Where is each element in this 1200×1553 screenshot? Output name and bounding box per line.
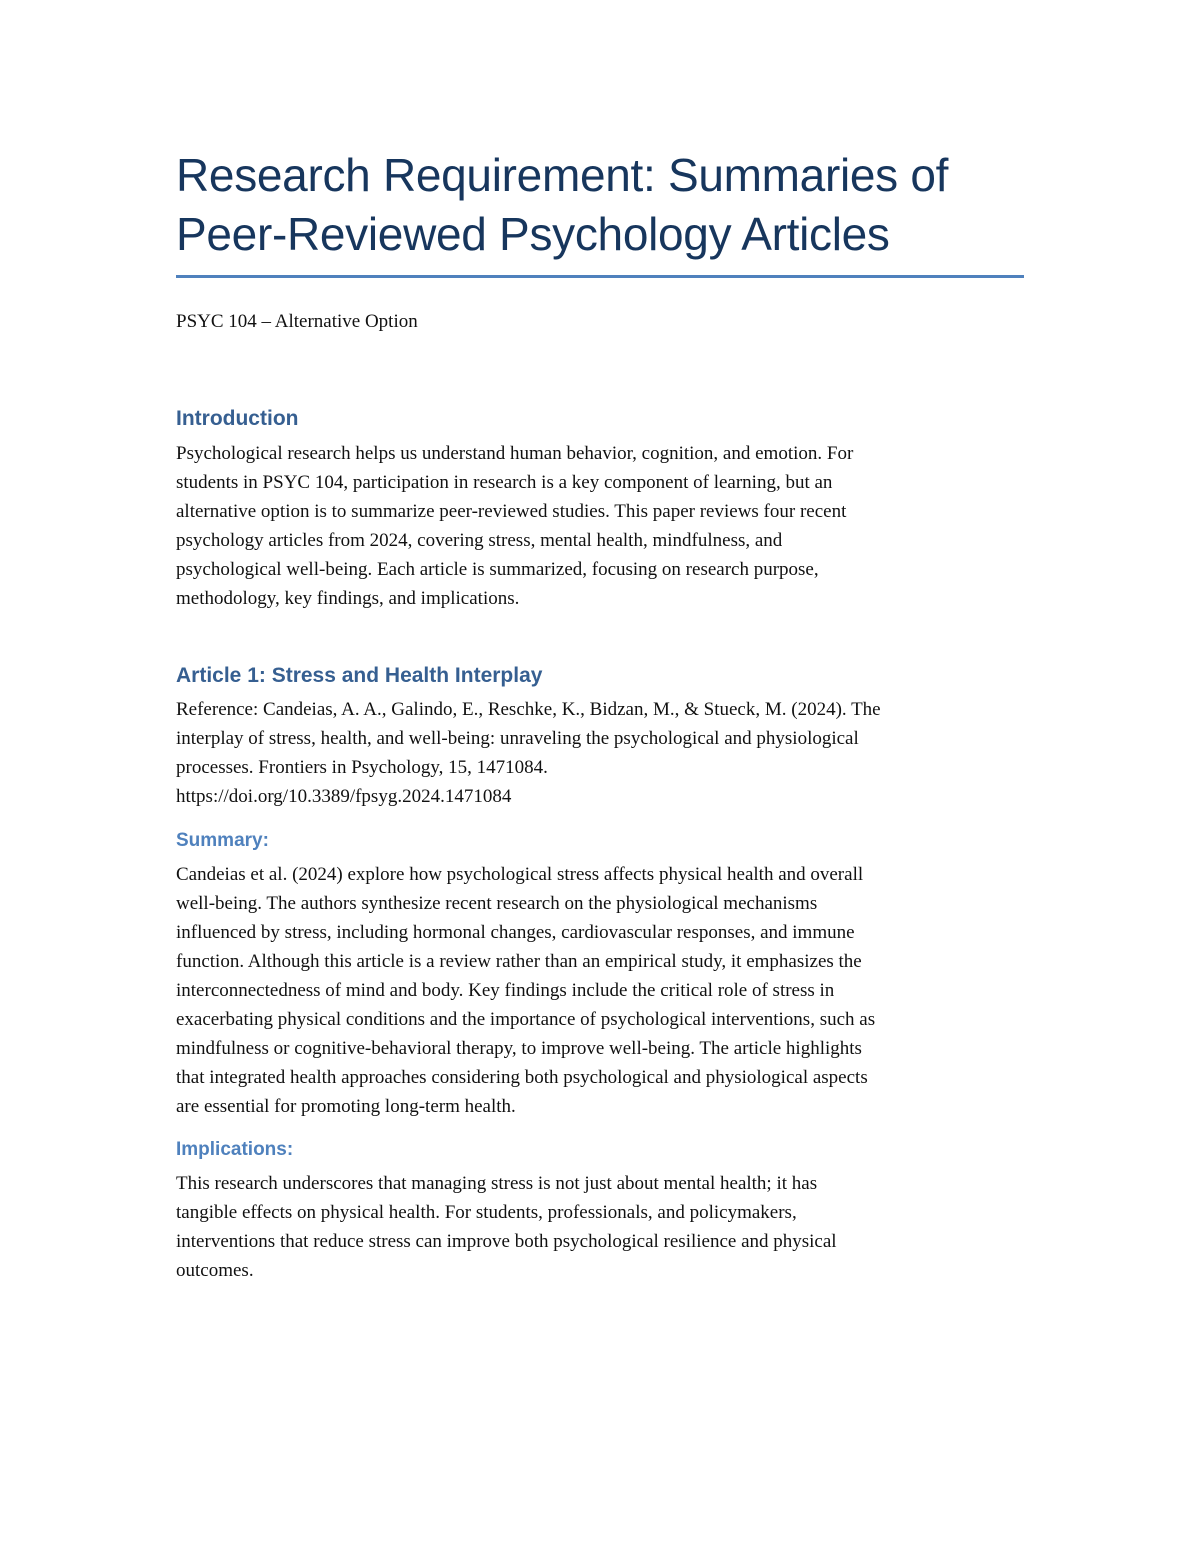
text-line: This research underscores that managing stress is not just about mental health; it has (176, 1173, 818, 1194)
text-line: mindfulness or cognitive-behavioral therapy, to improve well-being. The article highlights (176, 1038, 862, 1059)
document-subtitle: PSYC 104 – Alternative Option (176, 311, 418, 332)
document-page (176, 146, 1024, 1285)
introduction-paragraph (176, 439, 1024, 613)
article-1-heading: Article 1: Stress and Health Interplay (176, 664, 543, 687)
text-line: psychology articles from 2024, covering stress, mental health, mindfulness, and (176, 530, 783, 551)
text-line: students in PSYC 104, participation in research is a key component of learning, but an (176, 472, 833, 493)
text-line: well-being. The authors synthesize recent research on the physiological mechanisms (176, 893, 818, 914)
article-1-reference (176, 695, 1024, 811)
text-line: Candeias et al. (2024) explore how psychological stress affects physical health and overall (176, 864, 864, 885)
text-line: processes. Frontiers in Psychology, 15, 1471084. (176, 757, 548, 778)
text-line: exacerbating physical conditions and the importance of psychological interventions, such as (176, 1009, 876, 1030)
implications-heading: Implications: (176, 1139, 294, 1160)
text-line: psychological well-being. Each article is summarized, focusing on research purpose, (176, 559, 819, 580)
title-line: Peer-Reviewed Psychology Articles (176, 208, 890, 260)
text-line: influenced by stress, including hormonal changes, cardiovascular responses, and immune (176, 922, 855, 943)
text-line: interconnectedness of mind and body. Key findings include the critical role of stress in (176, 980, 835, 1001)
summary-paragraph (176, 860, 1024, 1121)
doi-link[interactable]: https://doi.org/10.3389/fpsyg.2024.1471084 (176, 786, 512, 807)
text-line: tangible effects on physical health. For students, professionals, and policymakers, (176, 1202, 797, 1223)
title-underline (176, 275, 1024, 278)
text-line: Reference: Candeias, A. A., Galindo, E., Reschke, K., Bidzan, M., & Stueck, M. (2024). The (176, 699, 881, 720)
text-line: function. Although this article is a review rather than an empirical study, it emphasizes the (176, 951, 862, 972)
summary-heading: Summary: (176, 830, 269, 851)
document-title (176, 146, 1024, 264)
text-line: are essential for promoting long-term health. (176, 1096, 516, 1117)
text-line: that integrated health approaches considering both psychological and physiological aspects (176, 1067, 868, 1088)
text-line: alternative option is to summarize peer-reviewed studies. This paper reviews four recent (176, 501, 847, 522)
text-line: outcomes. (176, 1260, 254, 1281)
text-line: Psychological research helps us understand human behavior, cognition, and emotion. For (176, 443, 854, 464)
introduction-heading: Introduction (176, 407, 299, 430)
text-line: interplay of stress, health, and well-being: unraveling the psychological and physiological (176, 728, 859, 749)
title-line: Research Requirement: Summaries of (176, 149, 949, 201)
text-line: methodology, key findings, and implications. (176, 588, 520, 609)
implications-paragraph (176, 1169, 1024, 1285)
text-line: interventions that reduce stress can improve both psychological resilience and physical (176, 1231, 837, 1252)
